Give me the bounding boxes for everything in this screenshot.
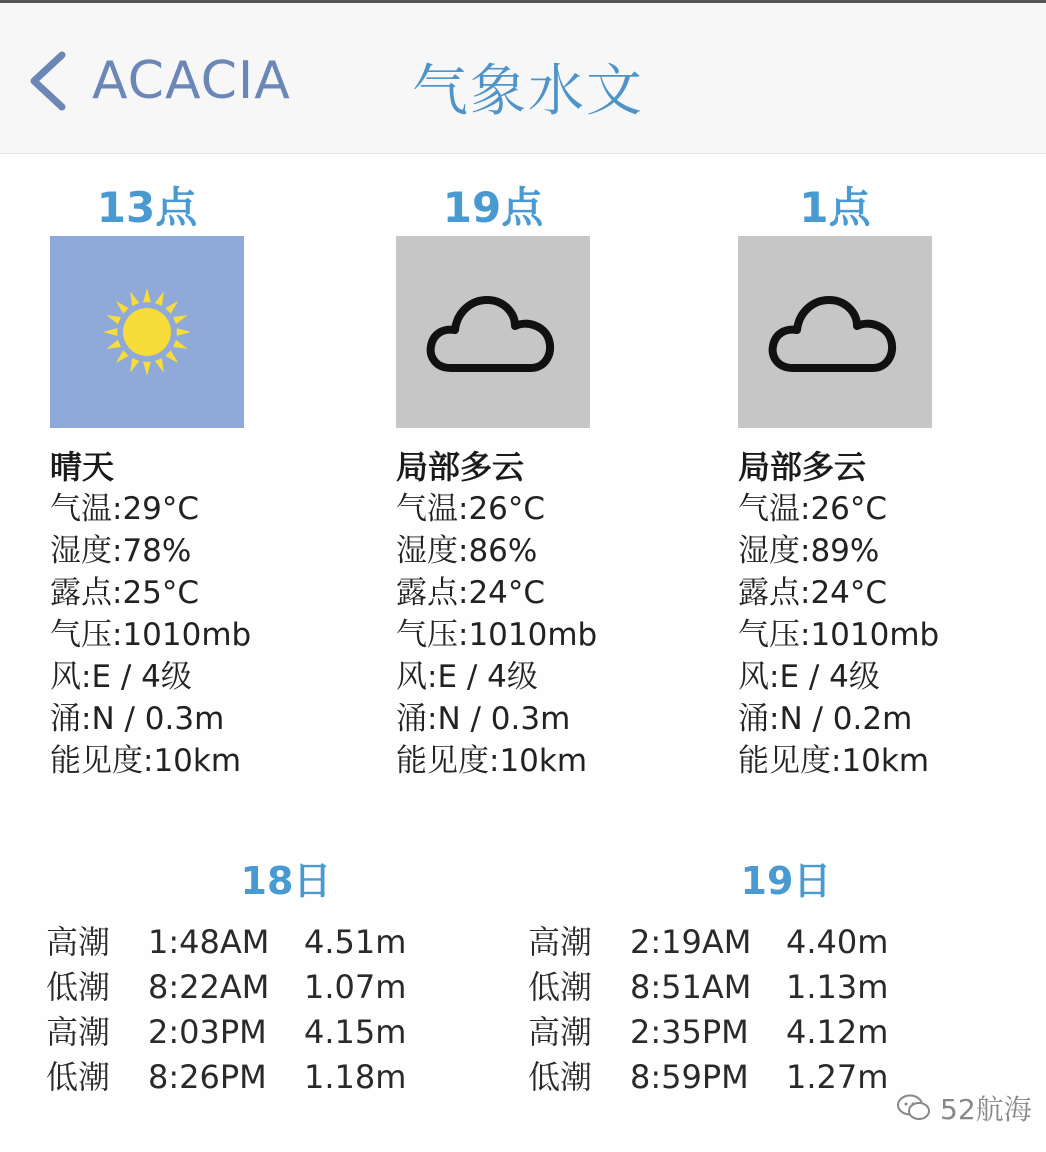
tide-list [46,920,424,1100]
cloud-icon [423,282,563,382]
weather-tile [50,236,244,428]
forecast-humidity: 湿度:86% [396,533,538,569]
back-button-label: ACACIA [92,51,291,111]
weather-tile [396,236,590,428]
tide-row [528,1055,906,1100]
tide-time: 8:51AM [630,968,752,1006]
chevron-left-icon [26,49,70,113]
sun-ray [155,358,164,373]
tide-type: 高潮 [528,1013,593,1051]
sun-ray [165,350,178,363]
sun-ray [103,328,117,336]
sun-ray [106,340,121,349]
watermark [896,1088,1032,1128]
sun-ray [130,358,139,373]
forecast-column-1 [50,180,350,782]
tide-type: 低潮 [46,968,111,1006]
tide-row [46,965,424,1010]
forecast-temperature: 气温:26°C [738,491,888,527]
forecast-column-3 [738,180,1038,782]
tide-type: 高潮 [528,923,593,961]
forecast-column-2 [396,180,696,782]
sun-ray [143,288,151,302]
tide-row [46,1010,424,1055]
forecast-swell: 涌:N / 0.2m [738,701,913,737]
forecast-dew-point: 露点:25°C [50,575,200,611]
forecast-pressure: 气压:1010mb [396,617,598,653]
page-title: 气象水文 [412,59,644,124]
sun-ray [155,291,164,306]
forecast-wind: 风:E / 4级 [738,659,880,695]
tide-type: 低潮 [528,968,593,1006]
forecast-condition: 局部多云 [396,448,525,486]
forecast-hour: 19点 [442,183,544,232]
sun-ray [173,340,188,349]
tide-time: 2:19AM [630,923,752,961]
tide-row [46,920,424,965]
forecast-wind: 风:E / 4级 [50,659,192,695]
tide-height: 4.51m [304,923,407,961]
tide-height: 1.27m [786,1058,889,1096]
tide-height: 4.15m [304,1013,407,1051]
sun-icon [92,277,202,387]
forecast-visibility: 能见度:10km [50,743,242,779]
forecast-humidity: 湿度:78% [50,533,192,569]
forecast-visibility: 能见度:10km [396,743,588,779]
sun-ray [143,362,151,376]
tide-height: 4.12m [786,1013,889,1051]
forecast-dew-point: 露点:24°C [396,575,546,611]
tide-type: 低潮 [528,1058,593,1096]
tide-time: 8:26PM [148,1058,267,1096]
tide-height: 4.40m [786,923,889,961]
forecast-hour: 1点 [799,183,871,232]
sun-ray [130,291,139,306]
forecast-temperature: 气温:29°C [50,491,200,527]
sun-ray [116,301,129,314]
tide-time: 8:22AM [148,968,270,1006]
forecast-humidity: 湿度:89% [738,533,880,569]
tide-row [528,965,906,1010]
wechat-icon [896,1093,932,1123]
sun-ray [177,328,191,336]
sun-ray [106,315,121,324]
forecast-swell: 涌:N / 0.3m [396,701,571,737]
back-button[interactable] [26,45,291,117]
weather-tile [738,236,932,428]
forecast-condition: 晴天 [50,448,115,486]
tide-type: 高潮 [46,923,111,961]
forecast-pressure: 气压:1010mb [50,617,252,653]
tide-time: 2:35PM [630,1013,749,1051]
tide-type: 低潮 [46,1058,111,1096]
forecast-wind: 风:E / 4级 [396,659,538,695]
tide-date: 19日 [740,859,832,903]
tide-list [528,920,906,1100]
forecast-condition: 局部多云 [738,448,867,486]
watermark-text: 52航海 [940,1093,1032,1126]
tide-time: 1:48AM [148,923,270,961]
forecast-hour: 13点 [96,183,198,232]
forecast-visibility: 能见度:10km [738,743,930,779]
sun-ray [173,315,188,324]
tide-time: 2:03PM [148,1013,267,1051]
tide-type: 高潮 [46,1013,111,1051]
sun-ray [116,350,129,363]
forecast-temperature: 气温:26°C [396,491,546,527]
app-header [0,3,1046,154]
tide-height: 1.13m [786,968,889,1006]
tide-height: 1.18m [304,1058,407,1096]
sun-ray [165,301,178,314]
tide-date: 18日 [240,859,332,903]
cloud-icon [765,282,905,382]
forecast-swell: 涌:N / 0.3m [50,701,225,737]
forecast-dew-point: 露点:24°C [738,575,888,611]
tide-height: 1.07m [304,968,407,1006]
tide-row [46,1055,424,1100]
tide-time: 8:59PM [630,1058,749,1096]
forecast-pressure: 气压:1010mb [738,617,940,653]
tide-row [528,920,906,965]
tide-row [528,1010,906,1055]
